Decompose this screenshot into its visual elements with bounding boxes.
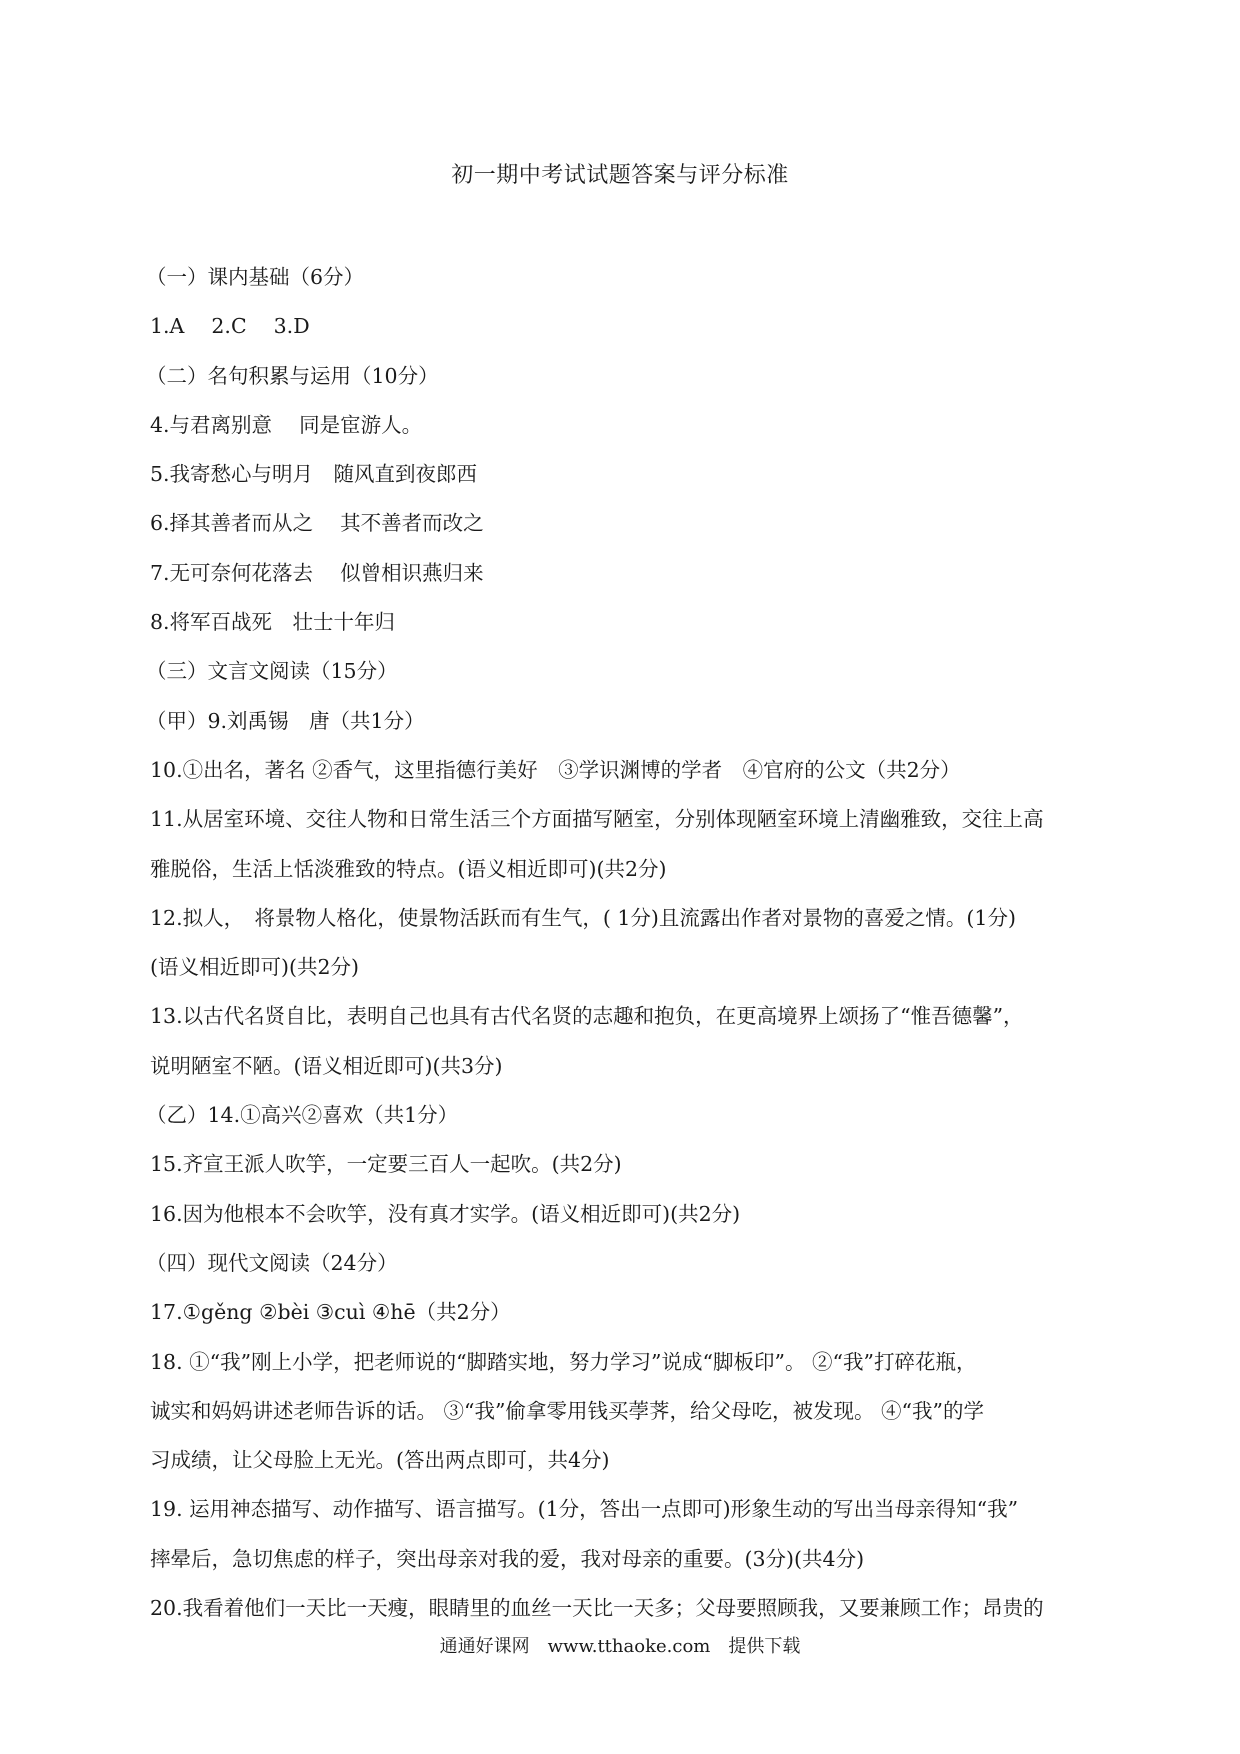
answer-line: 6.择其善者而从之 其不善者而改之 <box>150 511 484 536</box>
answer-line: 15.齐宣王派人吹竽，一定要三百人一起吹。(共2分) <box>150 1152 622 1177</box>
section-heading: （二）名句积累与运用（10分） <box>146 363 439 388</box>
answer-line: 20.我看着他们一天比一天瘦，眼睛里的血丝一天比一天多；父母要照顾我，又要兼顾工作；昂贵的 <box>150 1596 1044 1621</box>
answer-line: 8.将军百战死 壮士十年归 <box>150 610 396 635</box>
answer-line: 习成绩，让父母脸上无光。(答出两点即可，共4分) <box>150 1448 610 1473</box>
answer-line: 10.①出名，著名 ②香气，这里指德行美好 ③学识渊博的学者 ④官府的公文（共2分） <box>150 757 961 782</box>
answer-line: (语义相近即可)(共2分) <box>150 955 360 980</box>
answer-line: （乙）14.①高兴②喜欢（共1分） <box>146 1103 459 1128</box>
answer-line: 7.无可奈何花落去 似曾相识燕归来 <box>150 560 484 585</box>
answer-line: 11.从居室环境、交往人物和日常生活三个方面描写陋室，分别体现陋室环境上清幽雅致，交往上高 <box>150 807 1044 832</box>
section-heading: （四）现代文阅读（24分） <box>146 1250 398 1275</box>
answer-line: 说明陋室不陋。(语义相近即可)(共3分) <box>150 1053 503 1078</box>
section-heading: （三）文言文阅读（15分） <box>146 659 398 684</box>
answer-line: 19. 运用神态描写、动作描写、语言描写。(1分，答出一点即可)形象生动的写出当母亲得知“我” <box>150 1497 1019 1522</box>
answer-line: 摔晕后，急切焦虑的样子，突出母亲对我的爱，我对母亲的重要。(3分)(共4分) <box>150 1546 865 1571</box>
footer-source: 通通好课网 www.tthaoke.com 提供下载 <box>439 1636 801 1657</box>
answer-line: 1.A 2.C 3.D <box>150 314 310 339</box>
page-title: 初一期中考试试题答案与评分标准 <box>451 163 789 188</box>
answer-line: 16.因为他根本不会吹竽，没有真才实学。(语义相近即可)(共2分) <box>150 1201 741 1226</box>
answer-line: 13.以古代名贤自比，表明自己也具有古代名贤的志趣和抱负，在更高境界上颂扬了“惟吾德馨”， <box>150 1004 1024 1029</box>
answer-line: 5.我寄愁心与明月 随风直到夜郎西 <box>150 462 478 487</box>
answer-line: 18. ①“我”刚上小学，把老师说的“脚踏实地，努力学习”说成“脚板印”。 ②“我”打碎花瓶， <box>150 1349 977 1374</box>
answer-line: 12.拟人， 将景物人格化，使景物活跃而有生气，( 1分)且流露出作者对景物的喜爱之情。(1分) <box>150 905 1016 930</box>
section-heading: （一）课内基础（6分） <box>146 265 365 289</box>
answer-line: （甲）9.刘禹锡 唐（共1分） <box>146 708 425 733</box>
answer-line: 17.①gěng ②bèi ③cuì ④hē（共2分） <box>150 1300 511 1325</box>
answer-line: 4.与君离别意 同是宦游人。 <box>150 412 423 437</box>
answer-line: 雅脱俗，生活上恬淡雅致的特点。(语义相近即可)(共2分) <box>150 856 667 881</box>
answer-line: 诚实和妈妈讲述老师告诉的话。 ③“我”偷拿零用钱买荸荠，给父母吃，被发现。 ④“我”的学 <box>150 1398 984 1423</box>
answer-body <box>146 253 1100 1633</box>
